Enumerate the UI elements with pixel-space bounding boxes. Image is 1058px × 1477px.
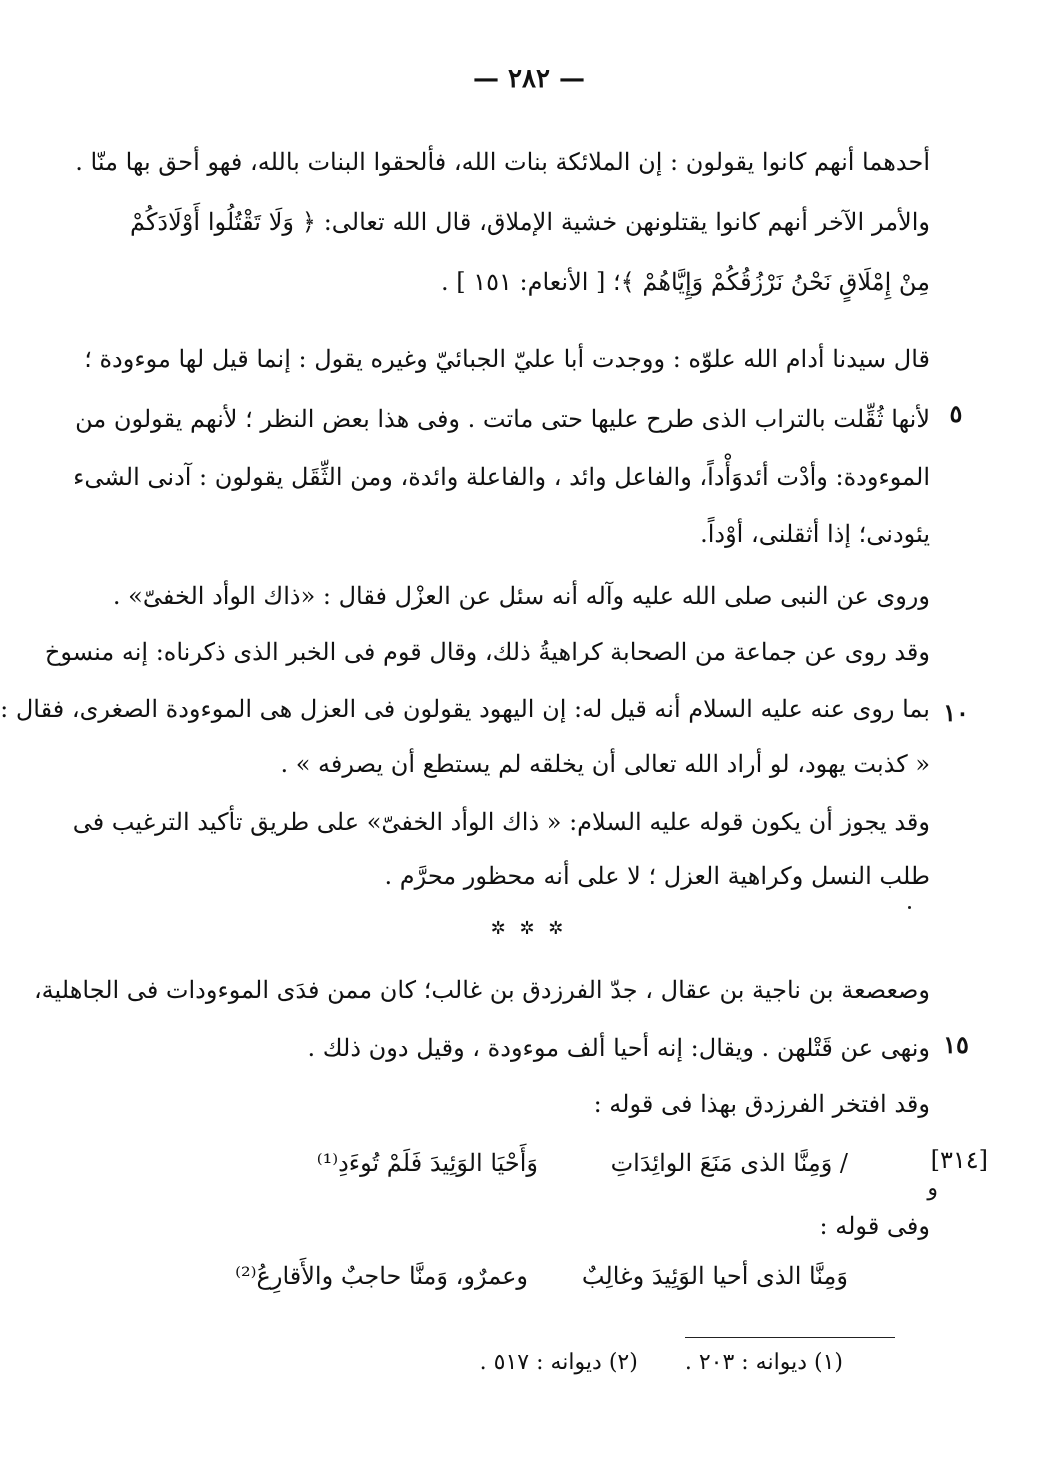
verse-first-hemistich: وَمِنَّا الذى أحيا الوَئِيدَ وغالِبٌ bbox=[581, 1262, 848, 1290]
text-line: والأمر الآخر أنهم كانوا يقتلونهن خشية الإملاق، قال الله تعالى: ﴿ وَلَا تَقْتُلُوا أَوْلَادَكُمْ bbox=[130, 208, 930, 236]
text-line: وقد افتخر الفرزدق بهذا فى قوله : bbox=[593, 1090, 930, 1118]
text-line: « كذبت يهود، لو أراد الله تعالى أن يخلقه لم يستطع أن يصرفه » . bbox=[280, 750, 930, 778]
section-separator: ✲ ✲ ✲ bbox=[490, 918, 568, 939]
text-line: لأنها ثُقِّلت بالتراب الذى طرح عليها حتى ماتت . وفى هذا بعض النظر ؛ لأنهم يقولون من bbox=[75, 405, 930, 433]
text-line: وقد روى عن جماعة من الصحابة كراهيةُ ذلك، وقال قوم فى الخبر الذى ذكرناه: إنه منسوخ bbox=[44, 638, 930, 666]
text-line: وفى قوله : bbox=[819, 1212, 930, 1240]
verse-second-hemistich: وعمرٌو، وَمنَّا حاجبٌ والأَقارِعُ⁽²⁾ bbox=[235, 1262, 528, 1290]
text-line: وصعصعة بن ناجية بن عقال ، جدّ الفرزدق بن غالب؛ كان ممن فدَى الموءودات فى الجاهلية، bbox=[33, 976, 930, 1004]
text-line: الموءودة: وأدْت أئدوَأْداً، والفاعل وائد ، والفاعلة وائدة، ومن الثِّقَل يقولون : آدنى الشىء bbox=[73, 463, 930, 491]
line-number-marker: ١٠ bbox=[943, 698, 969, 727]
footnote-1: (١) ديوانه : ٢٠٣ . bbox=[684, 1350, 843, 1375]
page-number: — ٢٨٢ — bbox=[472, 64, 586, 94]
text-line: طلب النسل وكراهية العزل ؛ لا على أنه محظور محرَّم . bbox=[384, 862, 930, 890]
margin-reference: [٣١٤] bbox=[930, 1146, 988, 1174]
text-line: وروى عن النبى صلى الله عليه وآله أنه سئل عن العزْل فقال : «ذاك الوأد الخفىّ» . bbox=[112, 582, 930, 610]
text-line: قال سيدنا أدام الله علوّه : ووجدت أبا عليّ الجبائيّ وغيره يقول : إنما قيل لها موءودة ؛ bbox=[84, 345, 930, 373]
footnotes bbox=[480, 1350, 843, 1375]
line-number-marker: ١٥ bbox=[943, 1030, 969, 1059]
verse-second-hemistich: وَأَحْيَا الوَئِيدَ فَلَمْ تُوءَدِ⁽¹⁾ bbox=[316, 1149, 538, 1177]
text-line: أحدهما أنهم كانوا يقولون : إن الملائكة بنات الله، فألحقوا البنات بالله، فهو أحق بها منّا . bbox=[75, 148, 930, 176]
text-line: ونهى عن قَتْلهن . ويقال: إنه أحيا ألف موءودة ، وقيل دون ذلك . bbox=[307, 1034, 930, 1062]
footnote-2: (٢) ديوانه : ٥١٧ . bbox=[479, 1350, 638, 1375]
footnote-rule bbox=[685, 1337, 895, 1338]
text-line: وقد يجوز أن يكون قوله عليه السلام: « ذاك الوأد الخفىّ» على طريق تأكيد الترغيب فى bbox=[72, 808, 930, 836]
line-number-marker: ٥ bbox=[949, 399, 963, 428]
margin-reference-sub: و bbox=[927, 1176, 938, 1201]
text-line: مِنْ إِمْلَاقٍ نَحْنُ نَرْزُقُكُمْ وَإِيَّاهُمْ ﴾؛ [ الأنعام: ١٥١ ] . bbox=[441, 268, 930, 296]
text-line: يئودنى؛ إذا أثقلنى، أوْداً. bbox=[700, 520, 930, 548]
text-line: بما روى عنه عليه السلام أنه قيل له: إن اليهود يقولون فى العزل هى الموءودة الصغرى، فقال : bbox=[0, 695, 930, 723]
verse-first-hemistich: / وَمِنَّا الذى مَنَعَ الوائِدَاتِ bbox=[610, 1149, 848, 1177]
stray-dot bbox=[908, 906, 911, 909]
